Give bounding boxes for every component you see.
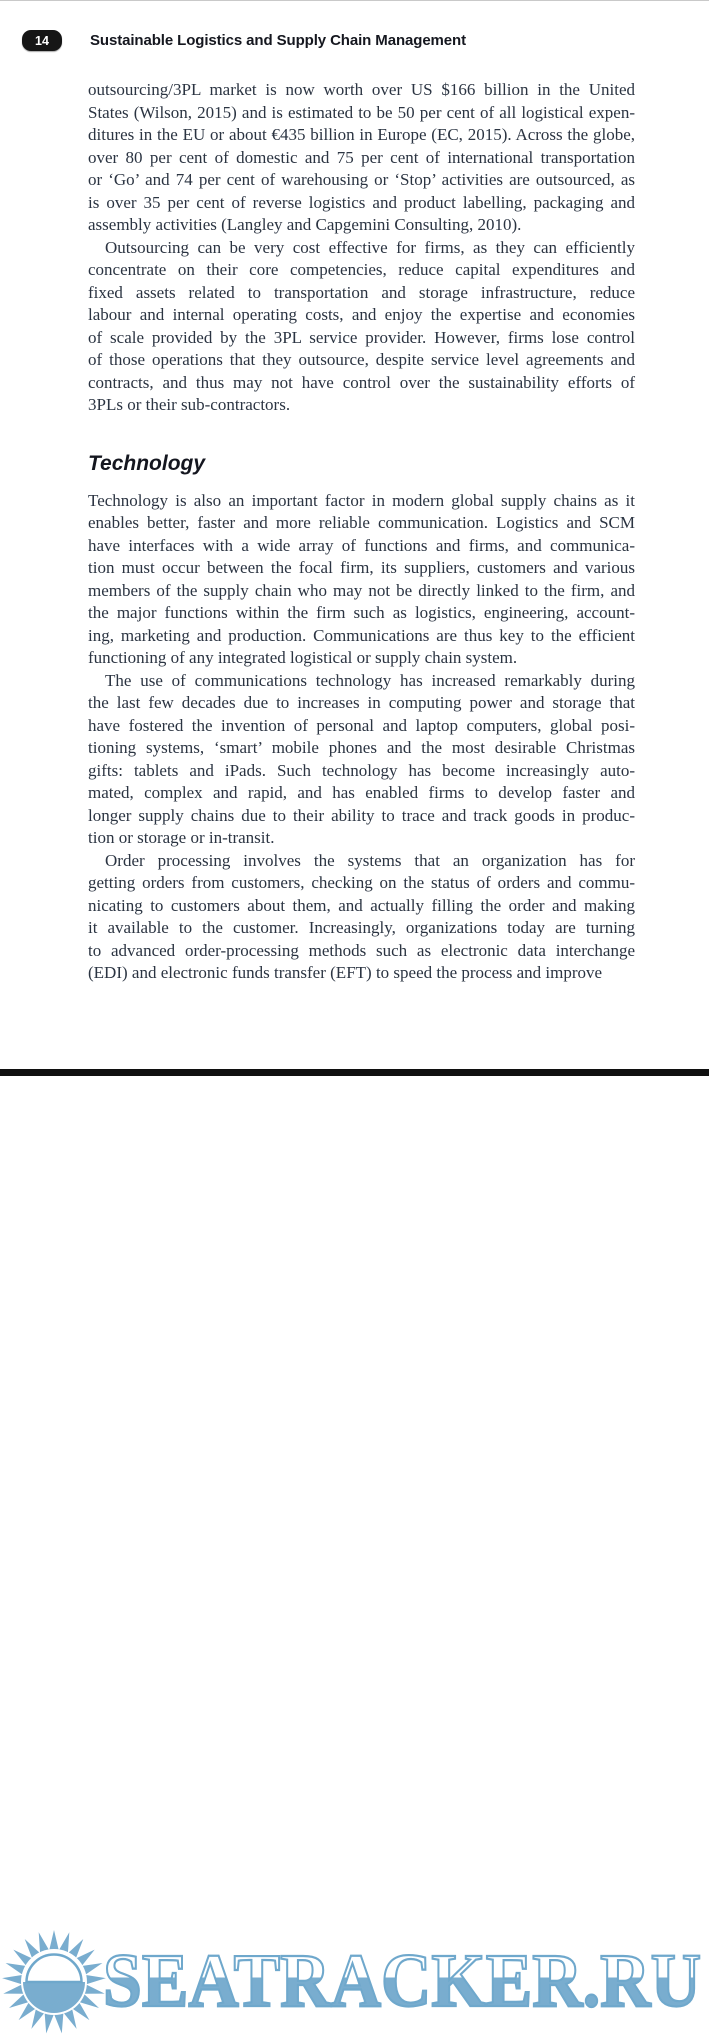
text-line: is over 35 per cent of reverse logistics and product labelling, packaging and [88,192,635,212]
text-line: Outsourcing can be very cost effective for firms, as they can efficiently [105,237,635,257]
text-line: mated, complex and rapid, and has enabled firms to develop faster and [88,783,635,802]
text-line: (EDI) and electronic funds transfer (EFT) to speed the process and improve [88,963,603,982]
text-line: have fostered the invention of personal and laptop computers, global posi- [88,715,635,735]
text-line: ing, marketing and production. Communications are thus key to the efficient [88,625,635,645]
paragraph [88,237,635,417]
text-line: of scale provided by the 3PL service provider. However, firms lose control [88,327,635,347]
book-title: Sustainable Logistics and Supply Chain Management [90,32,466,49]
text-line: or ‘Go’ and 74 per cent of warehousing or ‘Stop’ activities are outsourced, as [88,170,635,189]
page-number-badge [22,30,62,51]
watermark [0,960,709,2022]
text-line: contracts, and thus may not have control over the sustainability efforts of [88,372,635,392]
page-header [22,29,687,52]
text-line: getting orders from customers, checking on the status of orders and commu- [88,873,635,892]
text-line: Order processing involves the systems that an organization has for [105,850,635,870]
text-line: enables better, faster and more reliable communication. Logistics and SCM [88,513,635,532]
body-text [88,79,635,985]
sun-logo [0,1926,110,2038]
text-line: of those operations that they outsource, despite service level agreements and [88,350,635,369]
text-line: have interfaces with a wide array of functions and firms, and communica- [88,535,635,555]
text-line: assembly activities (Langley and Capgemini Consulting, 2010). [88,215,522,234]
text-line: States (Wilson, 2015) and is estimated to be 50 per cent of all logistical expen- [88,102,635,122]
watermark-text [100,1948,708,2022]
page-number: 14 [35,33,49,48]
page-top-edge-line [0,0,709,1]
text-line: gifts: tablets and iPads. Such technology has become increasingly auto- [88,760,635,780]
paragraph [88,670,635,850]
section-heading: Technology [88,451,206,475]
text-line: labour and internal operating costs, and enjoy the expertise and economies [88,305,635,324]
text-line: The use of communications technology has increased remarkably during [105,670,635,690]
text-line: fixed assets related to transportation and storage infrastructure, reduce [88,282,635,302]
text-line: functioning of any integrated logistical or supply chain system. [88,648,518,667]
watermark-site-name: SEATRACKER.RU [103,1948,701,2022]
text-line: Technology is also an important factor in modern global supply chains as it [88,490,635,510]
text-line: members of the supply chain who may not be directly linked to the firm, and [88,580,635,600]
paragraph [88,79,635,237]
bottom-bar [0,1069,709,1076]
text-line: the last few decades due to increases in computing power and storage that [88,693,635,712]
text-line: the major functions within the firm such as logistics, engineering, account- [88,603,635,622]
text-line: over 80 per cent of domestic and 75 per cent of international transportation [88,147,635,167]
text-line: to advanced order-processing methods such as electronic data interchange [88,940,635,960]
text-line: it available to the customer. Increasingly, organizations today are turning [88,918,635,937]
text-line: tion or storage or in-transit. [88,828,275,847]
text-line: tion must occur between the focal firm, its suppliers, customers and various [88,558,635,577]
text-line: tioning systems, ‘smart’ mobile phones and the most desirable Christmas [88,738,635,757]
text-line: 3PLs or their sub-contractors. [88,395,291,414]
text-line: concentrate on their core competencies, reduce capital expenditures and [88,260,635,279]
text-line: nicating to customers about them, and actually filling the order and making [88,895,635,915]
text-line: outsourcing/3PL market is now worth over US $166 billion in the United [88,80,635,99]
text-line: ditures in the EU or about €435 billion in Europe (EC, 2015). Across the globe, [88,125,635,144]
text-line: longer supply chains due to their ability to trace and track goods in produc- [88,805,635,825]
paragraph [88,490,635,670]
